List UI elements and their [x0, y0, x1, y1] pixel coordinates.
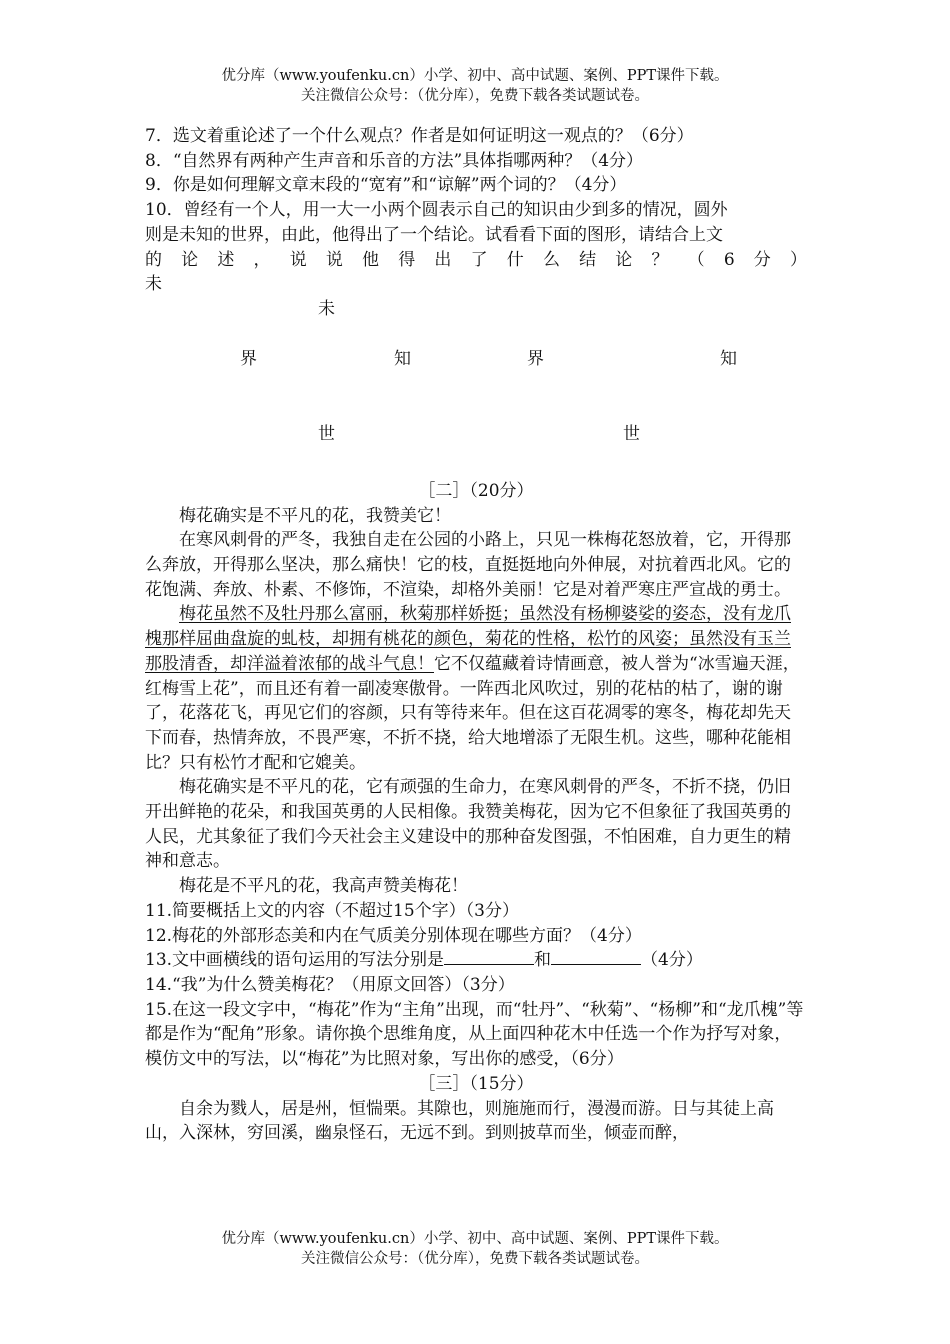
- underlined-sentence: 梅花虽然不及牡丹那么富丽，秋菊那样娇挺；虽然没有杨柳婆娑的姿态，没有龙爪槐那样屈曲盘旋的虬枝，却拥有桃花的颜色，菊花的性格，松竹的风姿；虽然没有玉兰那股清香，却洋溢着浓郁的战斗气息！: [145, 604, 791, 674]
- document-body: [145, 124, 807, 1146]
- section-3-para-1: 自余为戮人，居是州，恒惴栗。其隙也，则施施而行，漫漫而游。日与其徒上高山，入深林，穷回溪，幽泉怪石，无远不到。到则披草而坐，倾壶而醉，: [145, 1098, 774, 1144]
- answer-blank-1: [444, 948, 534, 965]
- diagram-label-wei: 未: [318, 298, 335, 319]
- header-line-2: 关注微信公众号：（优分库），免费下载各类试题试卷。: [301, 88, 649, 104]
- section-2-para-4: 梅花确实是不平凡的花，它有顽强的生命力，在寒风刺骨的严冬，不折不挠，仍旧开出鲜艳的花朵，和我国英勇的人民相像。我赞美梅花，因为它不但象征了我国英勇的人民，尤其象征了我们今天社会主义建设中的那种奋发图强，不怕困难，自力更生的精神和意志。: [145, 777, 791, 872]
- knowledge-circle-diagram: [145, 297, 807, 479]
- section-2-para-3: [145, 602, 807, 775]
- question-11: 11.简要概括上文的内容（不超过15个字）（3分）: [145, 900, 519, 921]
- question-10-line-1: 10．曾经有一个人，用一大一小两个圆表示自己的知识由少到多的情况，圆外: [145, 200, 728, 221]
- section-2-para-1: 梅花确实是不平凡的花，我赞美它！: [179, 505, 451, 526]
- answer-blank-2: [551, 948, 641, 965]
- question-12: 12.梅花的外部形态美和内在气质美分别体现在哪些方面？（4分）: [145, 925, 642, 946]
- section-2-para-2: 在寒风刺骨的严冬，我独自走在公园的小路上，只见一株梅花怒放着，它，开得那么奔放，开得那么坚决，那么痛快！它的枝，直挺挺地向外伸展，对抗着西北风。它的花饱满、奔放、朴素、不修饰，不渲染，却格外美丽！它是对着严寒庄严宣战的勇士。: [145, 530, 791, 600]
- diagram-label-jie-right: 界: [527, 348, 544, 369]
- question-7: 7．选文着重论述了一个什么观点？作者是如何证明这一观点的？（6分）: [145, 126, 694, 146]
- diagram-label-jie-left: 界: [240, 348, 257, 369]
- question-13-score: （4分）: [641, 950, 703, 971]
- page-footer: [0, 1229, 950, 1269]
- question-13: [145, 948, 807, 973]
- question-8: 8．“自然界有两种产生声音和乐音的方法”具体指哪两种？（4分）: [145, 150, 644, 171]
- question-10-line-2: 则是未知的世界，由此，他得出了一个结论。试看看下面的图形，请结合上文: [145, 224, 723, 245]
- question-10-line-3: 的论述，说说他得出了什么结论？（6分）: [145, 249, 807, 270]
- question-13-text: 13.文中画横线的语句运用的写法分别是: [145, 950, 445, 971]
- diagram-label-zhi-right: 知: [720, 348, 737, 369]
- question-14: 14.“我”为什么赞美梅花？（用原文回答）（3分）: [145, 974, 515, 995]
- page-header: [0, 66, 950, 106]
- header-line-1: 优分库（www.youfenku.cn）小学、初中、高中试题、案例、PPT课件下载。: [221, 68, 729, 84]
- section-2-para-5: 梅花是不平凡的花，我高声赞美梅花！: [179, 876, 468, 897]
- diagram-label-zhi-left: 知: [394, 348, 411, 369]
- diagram-label-shi-right: 世: [623, 423, 640, 444]
- question-10-line-4: 未: [145, 274, 162, 295]
- footer-line-2: 关注微信公众号：（优分库），免费下载各类试题试卷。: [301, 1251, 649, 1267]
- question-15: 15.在这一段文字中，“梅花”作为“主角”出现，而“牡丹”、“秋菊”、“杨柳”和“龙爪槐”等都是作为“配角”形象。请你换个思维角度，从上面四种花木中任选一个作为抒写对象，模仿文中的写法，以“梅花”为比照对象，写出你的感受，（6分）: [145, 999, 804, 1070]
- diagram-label-shi-left: 世: [318, 423, 335, 444]
- section-3-title: ［三］（15分）: [418, 1073, 534, 1094]
- question-9: 9．你是如何理解文章末段的“宽宥”和“谅解”两个词的？（4分）: [145, 175, 627, 196]
- section-2-title: ［二］（20分）: [418, 480, 534, 501]
- question-13-and: 和: [534, 950, 552, 971]
- section-2-para-3-rest: 它不仅蕴藏着诗情画意，被人誉为“冰雪遍天涯，红梅雪上花”，而且还有着一副凌寒傲骨。一阵西北风吹过，别的花枯的枯了，谢的谢了，花落花飞，再见它们的容颜，只有等待来年。但在这百花凋零的寒冬，梅花却先天下而春，热情奔放，不畏严寒，不折不挠，给大地增添了无限生机。这些，哪种花能相比？只有松竹才配和它媲美。: [145, 653, 800, 773]
- footer-line-1: 优分库（www.youfenku.cn）小学、初中、高中试题、案例、PPT课件下载。: [221, 1231, 729, 1247]
